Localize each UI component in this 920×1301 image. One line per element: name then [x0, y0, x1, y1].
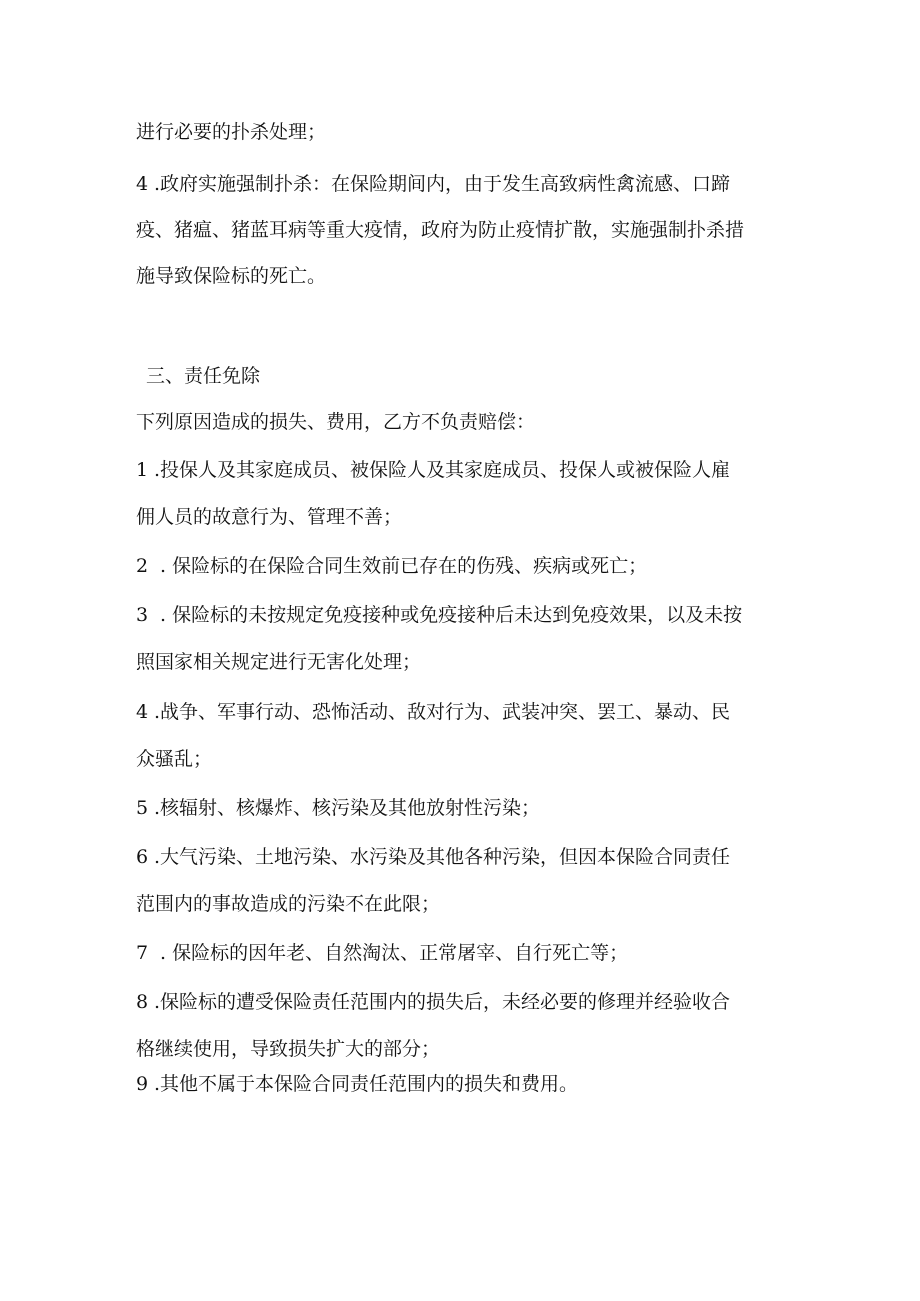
section-heading: 三、责任免除 — [146, 365, 261, 387]
item-number: 2 — [136, 555, 149, 577]
list-item: 5 .核辐射、核爆炸、核污染及其他放射性污染； — [136, 797, 541, 819]
item-number: 1 — [136, 459, 149, 481]
list-item: 7 . 保险标的因年老、自然淘汰、正常屠宰、自行死亡等； — [136, 942, 629, 964]
list-item-continuation: 佣人员的故意行为、管理不善； — [136, 506, 403, 528]
item-number: 8 — [136, 991, 149, 1013]
list-item-continuation: 范围内的事故造成的污染不在此限； — [136, 893, 441, 915]
list-item: 3 . 保险标的未按规定免疫接种或免疫接种后未达到免疫效果，以及未按 — [136, 604, 743, 626]
section-intro: 下列原因造成的损失、费用，乙方不负责赔偿： — [136, 411, 536, 433]
list-item-continuation: 众骚乱； — [136, 748, 213, 770]
list-item: 1 .投保人及其家庭成员、被保险人及其家庭成员、投保人或被保险人雇 — [136, 459, 731, 481]
item-number: 7 — [136, 942, 149, 964]
list-item: 2 . 保险标的在保险合同生效前已存在的伤残、疾病或死亡； — [136, 555, 648, 577]
item-line: 施导致保险标的死亡。 — [136, 265, 327, 287]
list-item-continuation: 照国家相关规定进行无害化处理； — [136, 651, 422, 673]
item-line: 4 .政府实施强制扑杀：在保险期间内，由于发生高致病性禽流感、口蹄 — [136, 173, 731, 195]
list-item: 9 .其他不属于本保险合同责任范围内的损失和费用。 — [136, 1073, 579, 1095]
list-item: 4 .战争、军事行动、恐怖活动、敌对行为、武装冲突、罢工、暴动、民 — [136, 701, 731, 723]
item-number: 3 — [136, 604, 149, 626]
list-item: 8 .保险标的遭受保险责任范围内的损失后，未经必要的修理并经验收合 — [136, 991, 731, 1013]
item-number: 4 — [136, 173, 149, 195]
item-number: 6 — [136, 846, 149, 868]
list-item: 6 .大气污染、土地污染、水污染及其他各种污染，但因本保险合同责任 — [136, 846, 731, 868]
item-number: 9 — [136, 1073, 149, 1095]
continuation-line: 进行必要的扑杀处理； — [136, 121, 327, 143]
item-number: 5 — [136, 797, 149, 819]
item-line: 疫、猪瘟、猪蓝耳病等重大疫情，政府为防止疫情扩散，实施强制扑杀措 — [136, 219, 745, 241]
list-item-continuation: 格继续使用，导致损失扩大的部分； — [136, 1038, 441, 1060]
item-number: 4 — [136, 701, 149, 723]
